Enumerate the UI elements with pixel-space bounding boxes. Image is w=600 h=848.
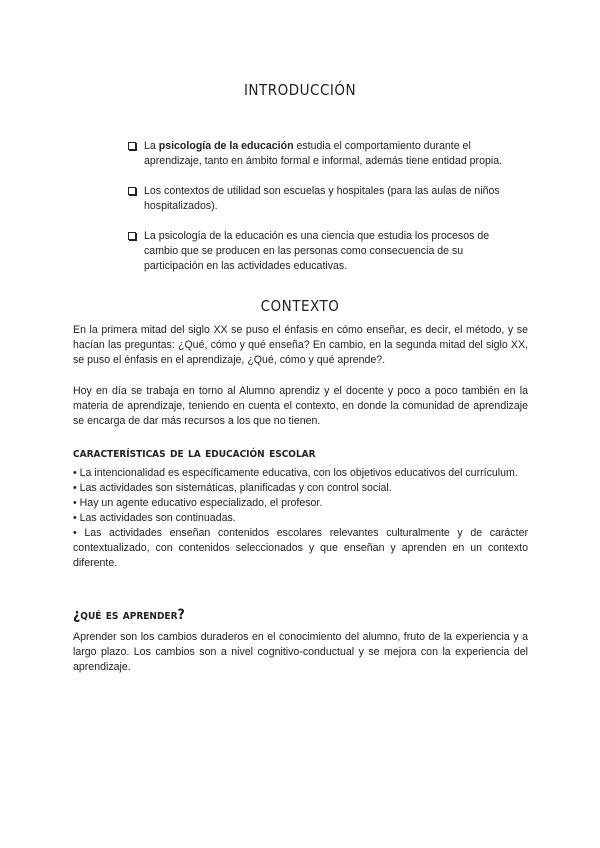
list-item: • Las actividades son continuadas. bbox=[73, 512, 236, 524]
checkbox-bullet-icon bbox=[128, 187, 136, 195]
bullet-bold-term: psicología de la educación bbox=[158, 140, 294, 152]
contexto-paragraph-2: Hoy en día se trabaja en torno al Alumno aprendiz y el docente y poco a poco también en la materia de aprendizaje, teniendo en cuenta el contexto, en donde la comunidad de aprendizaje se encarga de dar más recursos a los que no tienen. bbox=[73, 385, 528, 427]
aprender-heading: ¿qué es aprender? bbox=[73, 607, 185, 623]
list-item bbox=[128, 139, 518, 169]
aprender-paragraph: Aprender son los cambios duraderos en el conocimiento del alumno, fruto de la experiencia y a largo plazo. Los cambios son a nivel cognitivo-conductual y se mejora con la experiencia del aprendizaje. bbox=[73, 631, 528, 673]
intro-bullet-list bbox=[128, 139, 518, 289]
bullet-text: Los contextos de utilidad son escuelas y hospitales (para las aulas de niños hospitalizados). bbox=[144, 185, 500, 212]
list-item bbox=[128, 184, 518, 214]
bullet-text: La psicología de la educación es una ciencia que estudia los procesos de cambio que se producen en las personas como consecuencia de su participación en las actividades educativas. bbox=[144, 230, 490, 272]
caracteristicas-list bbox=[73, 466, 528, 571]
list-item: • La intencionalidad es específicamente educativa, con los objetivos educativos del currículum. bbox=[73, 467, 518, 479]
bullet-prefix: La bbox=[144, 140, 159, 152]
contexto-title: contexto bbox=[260, 292, 340, 316]
bullet-text: estudia el comportamiento durante el aprendizaje, tanto en ámbito formal e informal, además tiene entidad propia. bbox=[144, 140, 503, 167]
contexto-paragraph-1: En la primera mitad del siglo XX se puso el énfasis en cómo enseñar, es decir, el método, y se hacían las preguntas: ¿Qué, cómo y qué enseña? En cambio, en la segunda mitad del siglo XX, se puso el énfasis en el aprendizaje, ¿Qué, cómo y qué aprende?. bbox=[73, 324, 528, 366]
intro-title: introducción bbox=[243, 76, 357, 100]
list-item: • Hay un agente educativo especializado, el profesor. bbox=[73, 497, 323, 509]
caracteristicas-heading: características de la educación escolar bbox=[73, 445, 316, 461]
list-item bbox=[128, 229, 518, 274]
checkbox-bullet-icon bbox=[128, 232, 136, 240]
checkbox-bullet-icon bbox=[128, 142, 136, 150]
list-item: • Las actividades son sistemáticas, planificadas y con control social. bbox=[73, 482, 392, 494]
list-item: • Las actividades enseñan contenidos escolares relevantes culturalmente y de carácter contextualizado, con contenidos seleccionados y que enseñan y aprenden en un contexto diferente. bbox=[73, 527, 528, 569]
